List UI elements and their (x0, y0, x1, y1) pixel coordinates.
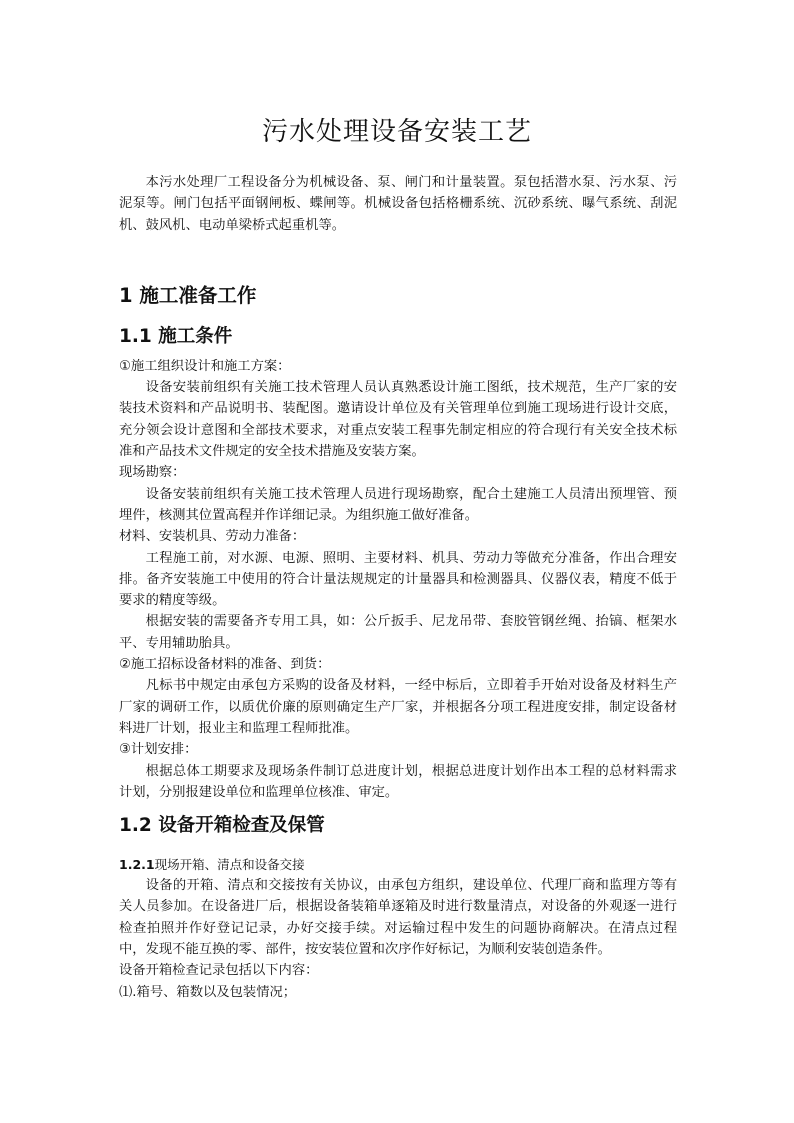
section-1-2-1-heading (119, 855, 677, 875)
item-3-paragraph: 根据总体工期要求及现场条件制订总进度计划，根据总进度计划作出本工程的总材料需求计划，分别报建设单位和监理单位核准、审定。 (119, 763, 677, 800)
document-title: 污水处理设备安装工艺 (261, 117, 532, 147)
section-1-2-heading: 1.2 设备开箱检查及保管 (119, 815, 325, 837)
materials-paragraph-2: 根据安装的需要备齐专用工具，如：公斤扳手、尼龙吊带、套胶管钢丝绳、抬镐、框架水平、专用辅助胎具。 (119, 614, 677, 651)
intro-paragraph: 本污水处理厂工程设备分为机械设备、泵、闸门和计量装置。泵包括潜水泵、污水泵、污泥泵等。闸门包括平面钢闸板、蝶闸等。机械设备包括格栅系统、沉砂系统、曝气系统、刮泥机、鼓风机、电动单梁桥式起重机等。 (119, 175, 677, 233)
section-1-1-heading: 1.1 施工条件 (119, 325, 233, 347)
section-1-heading: 1 施工准备工作 (119, 283, 257, 307)
checklist-item-1: ⑴.箱号、箱数以及包装情况； (119, 984, 297, 1000)
survey-label: 现场勘察： (119, 465, 186, 481)
item-2-paragraph: 凡标书中规定由承包方采购的设备及材料，一经中标后，立即着手开始对设备及材料生产厂家的调研工作，以质优价廉的原则确定生产厂家，并根据各分项工程进度安排，制定设备材料进厂计划，报业主和监理工程师批准。 (119, 678, 677, 736)
item-1-paragraph: 设备安装前组织有关施工技术管理人员认真熟悉设计施工图纸，技术规范，生产厂家的安装技术资料和产品说明书、装配图。邀请设计单位及有关管理单位到施工现场进行设计交底，充分领会设计意图和全部技术要求，对重点安装工程事先制定相应的符合现行有关安全技术标准和产品技术文件规定的安全技术措施及安装方案。 (119, 380, 677, 460)
checklist-label: 设备开箱检查记录包括以下内容： (119, 963, 319, 979)
section-1-2-1-number: 1.2.1 (119, 857, 155, 873)
unpacking-paragraph: 设备的开箱、清点和交接按有关协议，由承包方组织，建设单位、代理厂商和监理方等有关人员参加。在设备进厂后，根据设备装箱单逐箱及时进行数量清点，对设备的外观逐一进行检查拍照并作好登记记录，办好交接手续。对运输过程中发生的问题协商解决。在清点过程中，发现不能互换的零、部件，按安装位置和次序作好标记，为顺利安装创造条件。 (119, 878, 677, 958)
item-3-label: ③计划安排： (119, 742, 198, 758)
item-1-label: ①施工组织设计和施工方案： (119, 358, 291, 374)
section-1-2-1-title: 现场开箱、清点和设备交接 (154, 857, 305, 873)
document-body (119, 172, 677, 1003)
survey-paragraph: 设备安装前组织有关施工技术管理人员进行现场勘察，配合土建施工人员清出预埋管、预埋件，核测其位置高程并作详细记录。为组织施工做好准备。 (119, 486, 677, 523)
materials-label: 材料、安装机具、劳动力准备： (119, 529, 306, 545)
materials-paragraph-1: 工程施工前，对水源、电源、照明、主要材料、机具、劳动力等做充分准备，作出合理安排。备齐安装施工中使用的符合计量法规规定的计量器具和检测器具、仪器仪表，精度不低于要求的精度等级。 (119, 550, 677, 609)
item-2-label: ②施工招标设备材料的准备、到货： (119, 657, 331, 673)
